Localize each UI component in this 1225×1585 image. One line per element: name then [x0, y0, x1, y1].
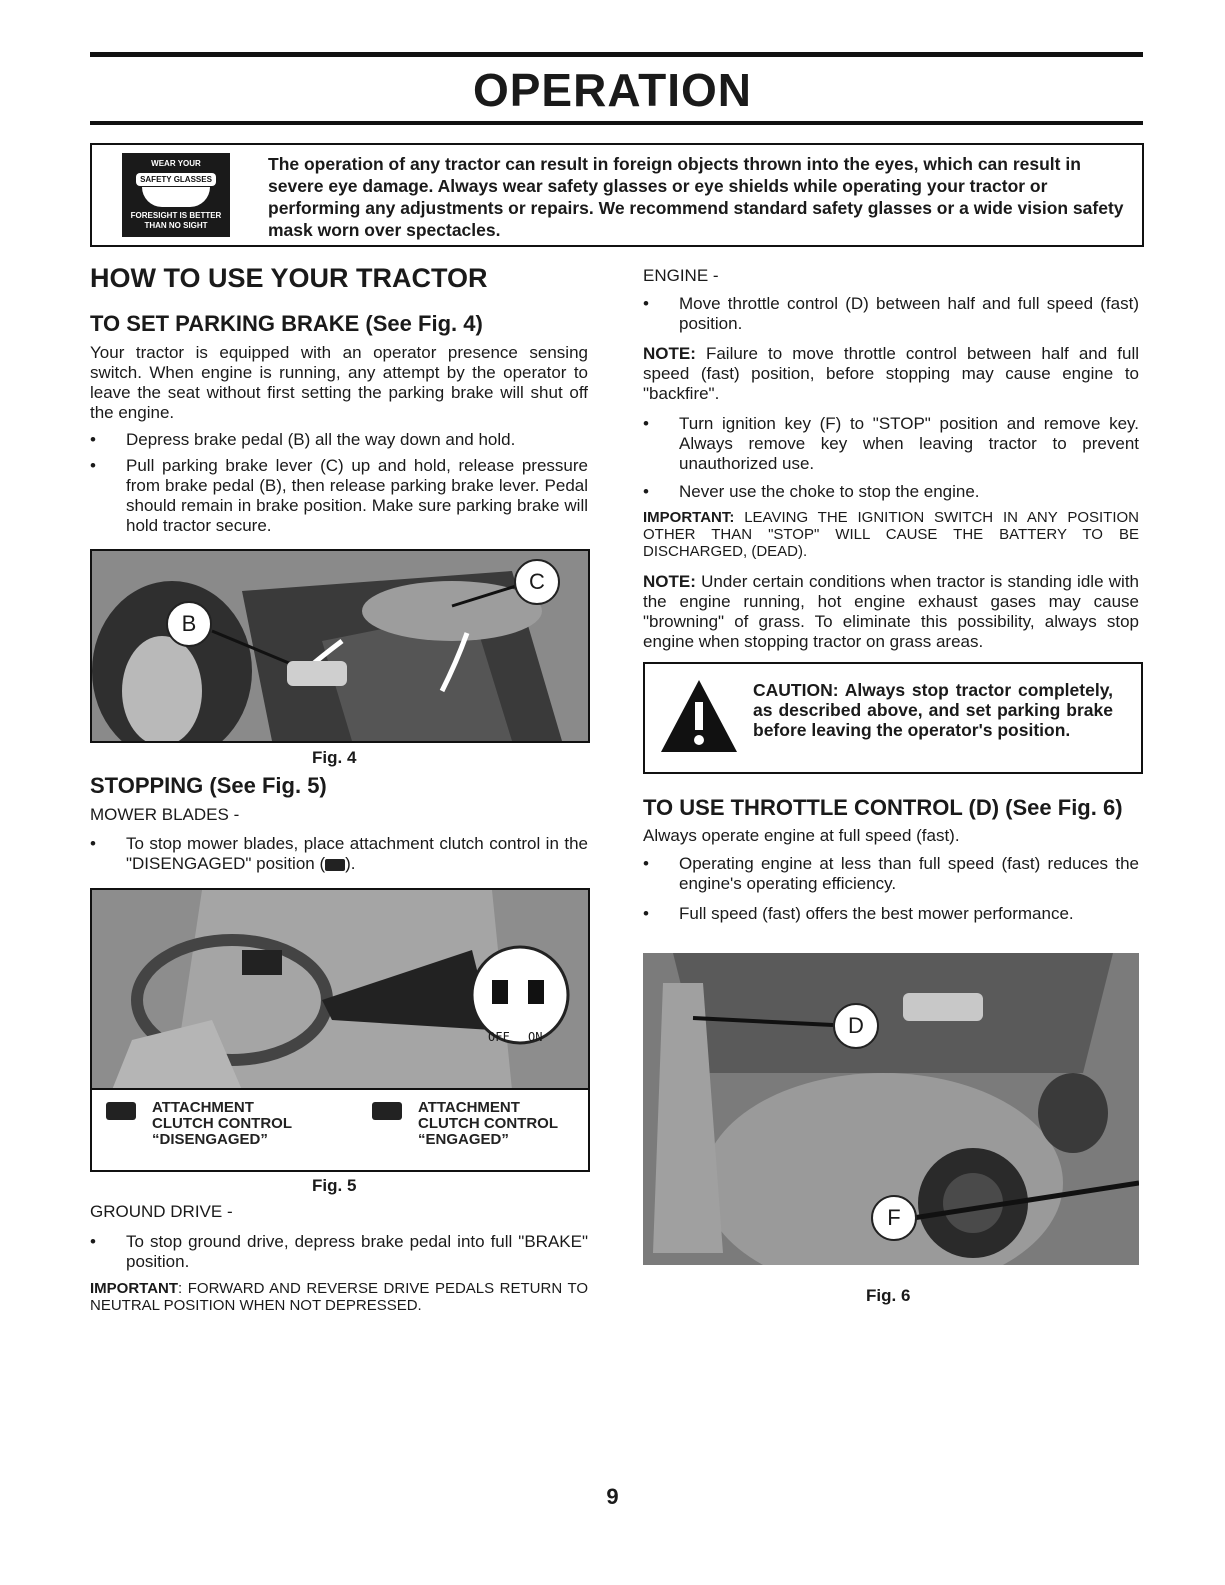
heading-throttle: TO USE THROTTLE CONTROL (D) (See Fig. 6)	[643, 795, 1123, 820]
caution-text: CAUTION: Always stop tractor completely, as described above, and set parking brake before leaving the operator's position.	[753, 680, 1113, 740]
figure-5-image	[90, 888, 590, 1172]
engine-bullet-2: • Turn ignition key (F) to "STOP" position and remove key. Always remove key when leaving tractor to prevent unauthorized use.	[643, 414, 1139, 473]
disengaged-legend-icon	[106, 1102, 136, 1120]
parking-bullet-1: • Depress brake pedal (B) all the way down and hold.	[90, 430, 516, 449]
caution-box	[643, 662, 1143, 774]
mower-blades-bullet: • To stop mower blades, place attachment clutch control in the "DISENGAGED" position ( ).	[90, 834, 588, 873]
note-browning: NOTE: Under certain conditions when tractor is standing idle with the engine running, hot engine exhaust gases may cause "browning" of grass. To eliminate this possibility, always stop engine when stopping tractor on grass areas.	[643, 572, 1139, 651]
page-number: 9	[606, 1484, 619, 1509]
engaged-legend-text: ATTACHMENT CLUTCH CONTROL “ENGAGED”	[418, 1099, 558, 1148]
heading-stopping: STOPPING (See Fig. 5)	[90, 773, 327, 798]
throttle-intro: Always operate engine at full speed (fast).	[643, 826, 960, 845]
top-rule-thin	[90, 121, 1143, 125]
page-title: OPERATION	[472, 64, 753, 116]
ground-drive-important: IMPORTANT: FORWARD AND REVERSE DRIVE PEDALS RETURN TO NEUTRAL POSITION WHEN NOT DEPRESSED.	[90, 1280, 588, 1314]
disengaged-knob-icon	[492, 980, 508, 1004]
caution-triangle-icon	[659, 676, 739, 756]
figure-6-caption: Fig. 6	[866, 1286, 911, 1305]
figure-4-image	[90, 549, 590, 743]
figure-4-caption: Fig. 4	[312, 748, 357, 767]
safety-warning-text: The operation of any tractor can result in foreign objects thrown into the eyes, which can result in severe eye damage. Always wear safety glasses or eye shields while operating your tractor or performing any adjustments or repairs. We recommend standard safety glasses or a wide vision safety mask worn over spectacles.	[268, 154, 1124, 240]
disengaged-legend-text: ATTACHMENT CLUTCH CONTROL “DISENGAGED”	[152, 1099, 292, 1148]
mower-blades-label: MOWER BLADES -	[90, 805, 240, 824]
off-on-switch	[472, 950, 568, 1060]
ignition-important: IMPORTANT: LEAVING THE IGNITION SWITCH IN ANY POSITION OTHER THAN "STOP" WILL CAUSE THE BATTERY TO BE DISCHARGED, (DEAD).	[643, 509, 1139, 560]
off-label: OFF	[488, 1030, 510, 1044]
callout-c: C	[514, 559, 560, 605]
figure-5-legend	[92, 1088, 588, 1170]
engine-bullet-1: • Move throttle control (D) between half and full speed (fast) position.	[643, 294, 1139, 333]
throttle-bullet-1: • Operating engine at less than full speed (fast) reduces the engine's operating efficiency.	[643, 854, 1139, 893]
section-title-how-to-use: HOW TO USE YOUR TRACTOR	[90, 263, 488, 293]
heading-parking-brake: TO SET PARKING BRAKE (See Fig. 4)	[90, 311, 483, 336]
throttle-bullet-2: • Full speed (fast) offers the best mower performance.	[643, 904, 1074, 923]
safety-glasses-icon: WEAR YOUR SAFETY GLASSES FORESIGHT IS BETTER THAN NO SIGHT	[122, 153, 230, 237]
engaged-knob-icon	[528, 980, 544, 1004]
figure-6-image	[643, 953, 1139, 1265]
safety-warning-box	[90, 143, 1144, 247]
disengaged-symbol-icon	[325, 859, 345, 871]
callout-b: B	[166, 601, 212, 647]
parking-intro: Your tractor is equipped with an operator presence sensing switch. When engine is running, any attempt by the operator to leave the seat without first setting the parking brake will shut off the engine.	[90, 343, 588, 422]
on-label: ON	[528, 1030, 543, 1044]
ground-drive-bullet: • To stop ground drive, depress brake pedal into full "BRAKE" position.	[90, 1232, 588, 1271]
note-backfire: NOTE: Failure to move throttle control between half and full speed (fast) position, before stopping may cause engine to "backfire".	[643, 344, 1139, 403]
engaged-legend-icon	[372, 1102, 402, 1120]
callout-f: F	[871, 1195, 917, 1241]
callout-d: D	[833, 1003, 879, 1049]
engine-label: ENGINE -	[643, 266, 719, 285]
figure-5-caption: Fig. 5	[312, 1176, 357, 1195]
top-rule-thick	[90, 52, 1143, 57]
parking-bullet-2: • Pull parking brake lever (C) up and hold, release pressure from brake pedal (B), then release parking brake lever. Pedal should remain in brake position. Make sure parking brake will hold tractor secure.	[90, 456, 588, 535]
ground-drive-label: GROUND DRIVE -	[90, 1202, 233, 1221]
engine-bullet-3: • Never use the choke to stop the engine.	[643, 482, 980, 501]
